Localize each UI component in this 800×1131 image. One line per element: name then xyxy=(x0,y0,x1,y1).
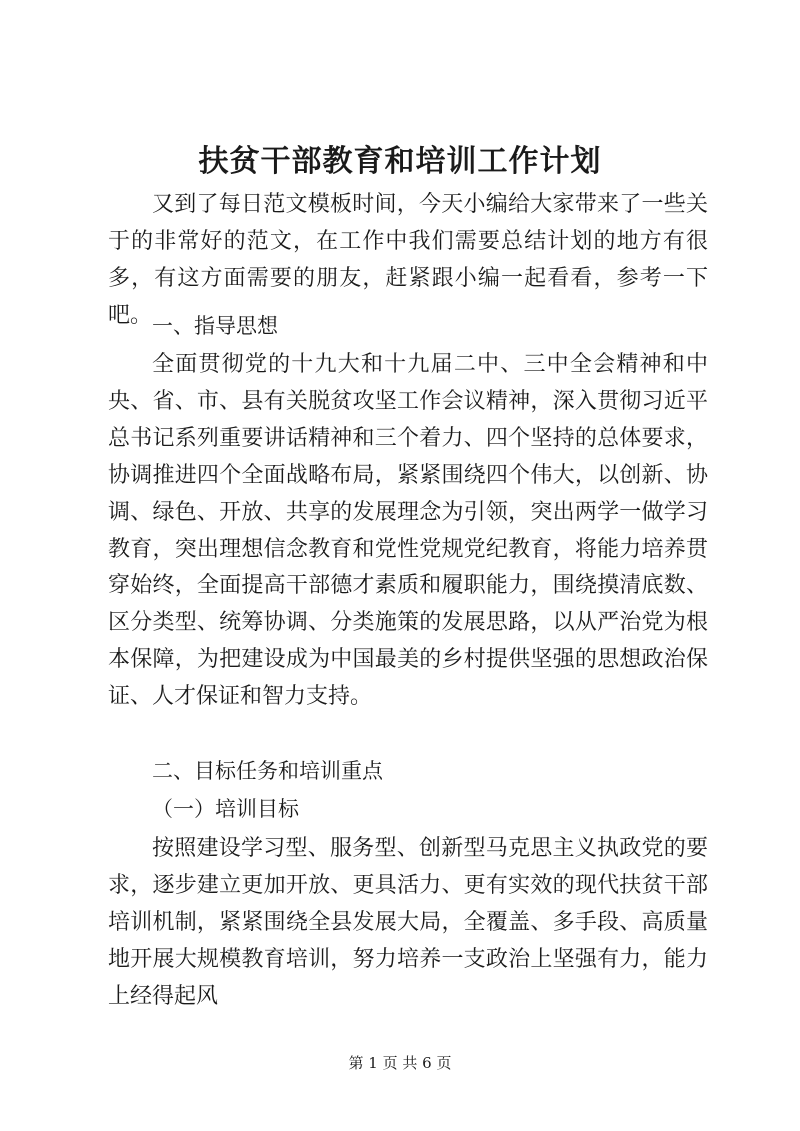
intro-paragraph: 又到了每日范文模板时间，今天小编给大家带来了一些关于的非常好的范文，在工作中我们需要总结计划的地方有很多，有这方面需要的朋友，赶紧跟小编一起看看，参考一下吧。 xyxy=(108,192,708,328)
subsection1-heading: （一）培训目标 xyxy=(152,797,299,821)
page-footer: 第 1 页 共 6 页 xyxy=(348,1054,452,1072)
section2-heading: 二、目标任务和培训重点 xyxy=(152,759,383,783)
section1-paragraph: 全面贯彻党的十九大和十九届二中、三中全会精神和中央、省、市、县有关脱贫攻坚工作会议精神，深入贯彻习近平总书记系列重要讲话精神和三个着力、四个坚持的总体要求，协调推进四个全面战略布局，紧紧围绕四个伟大，以创新、协调、绿色、开放、共享的发展理念为引领，突出两学一做学习教育，突出理想信念教育和党性党规党纪教育，将能力培养贯穿始终，全面提高干部德才素质和履职能力，围绕摸清底数、区分类型、统筹协调、分类施策的发展思路，以从严治党为根本保障，为把建设成为中国最美的乡村提供坚强的思想政治保证、人才保证和智力支持。 xyxy=(108,352,708,710)
section1-heading: 一、指导思想 xyxy=(152,314,278,338)
subsection1-paragraph: 按照建设学习型、服务型、创新型马克思主义执政党的要求，逐步建立更加开放、更具活力、更有实效的现代扶贫干部培训机制，紧紧围绕全县发展大局，全覆盖、多手段、高质量地开展大规模教育培训，努力培养一支政治上坚强有力，能力上经得起风 xyxy=(108,836,708,1009)
document-title: 扶贫干部教育和培训工作计划 xyxy=(198,144,602,179)
